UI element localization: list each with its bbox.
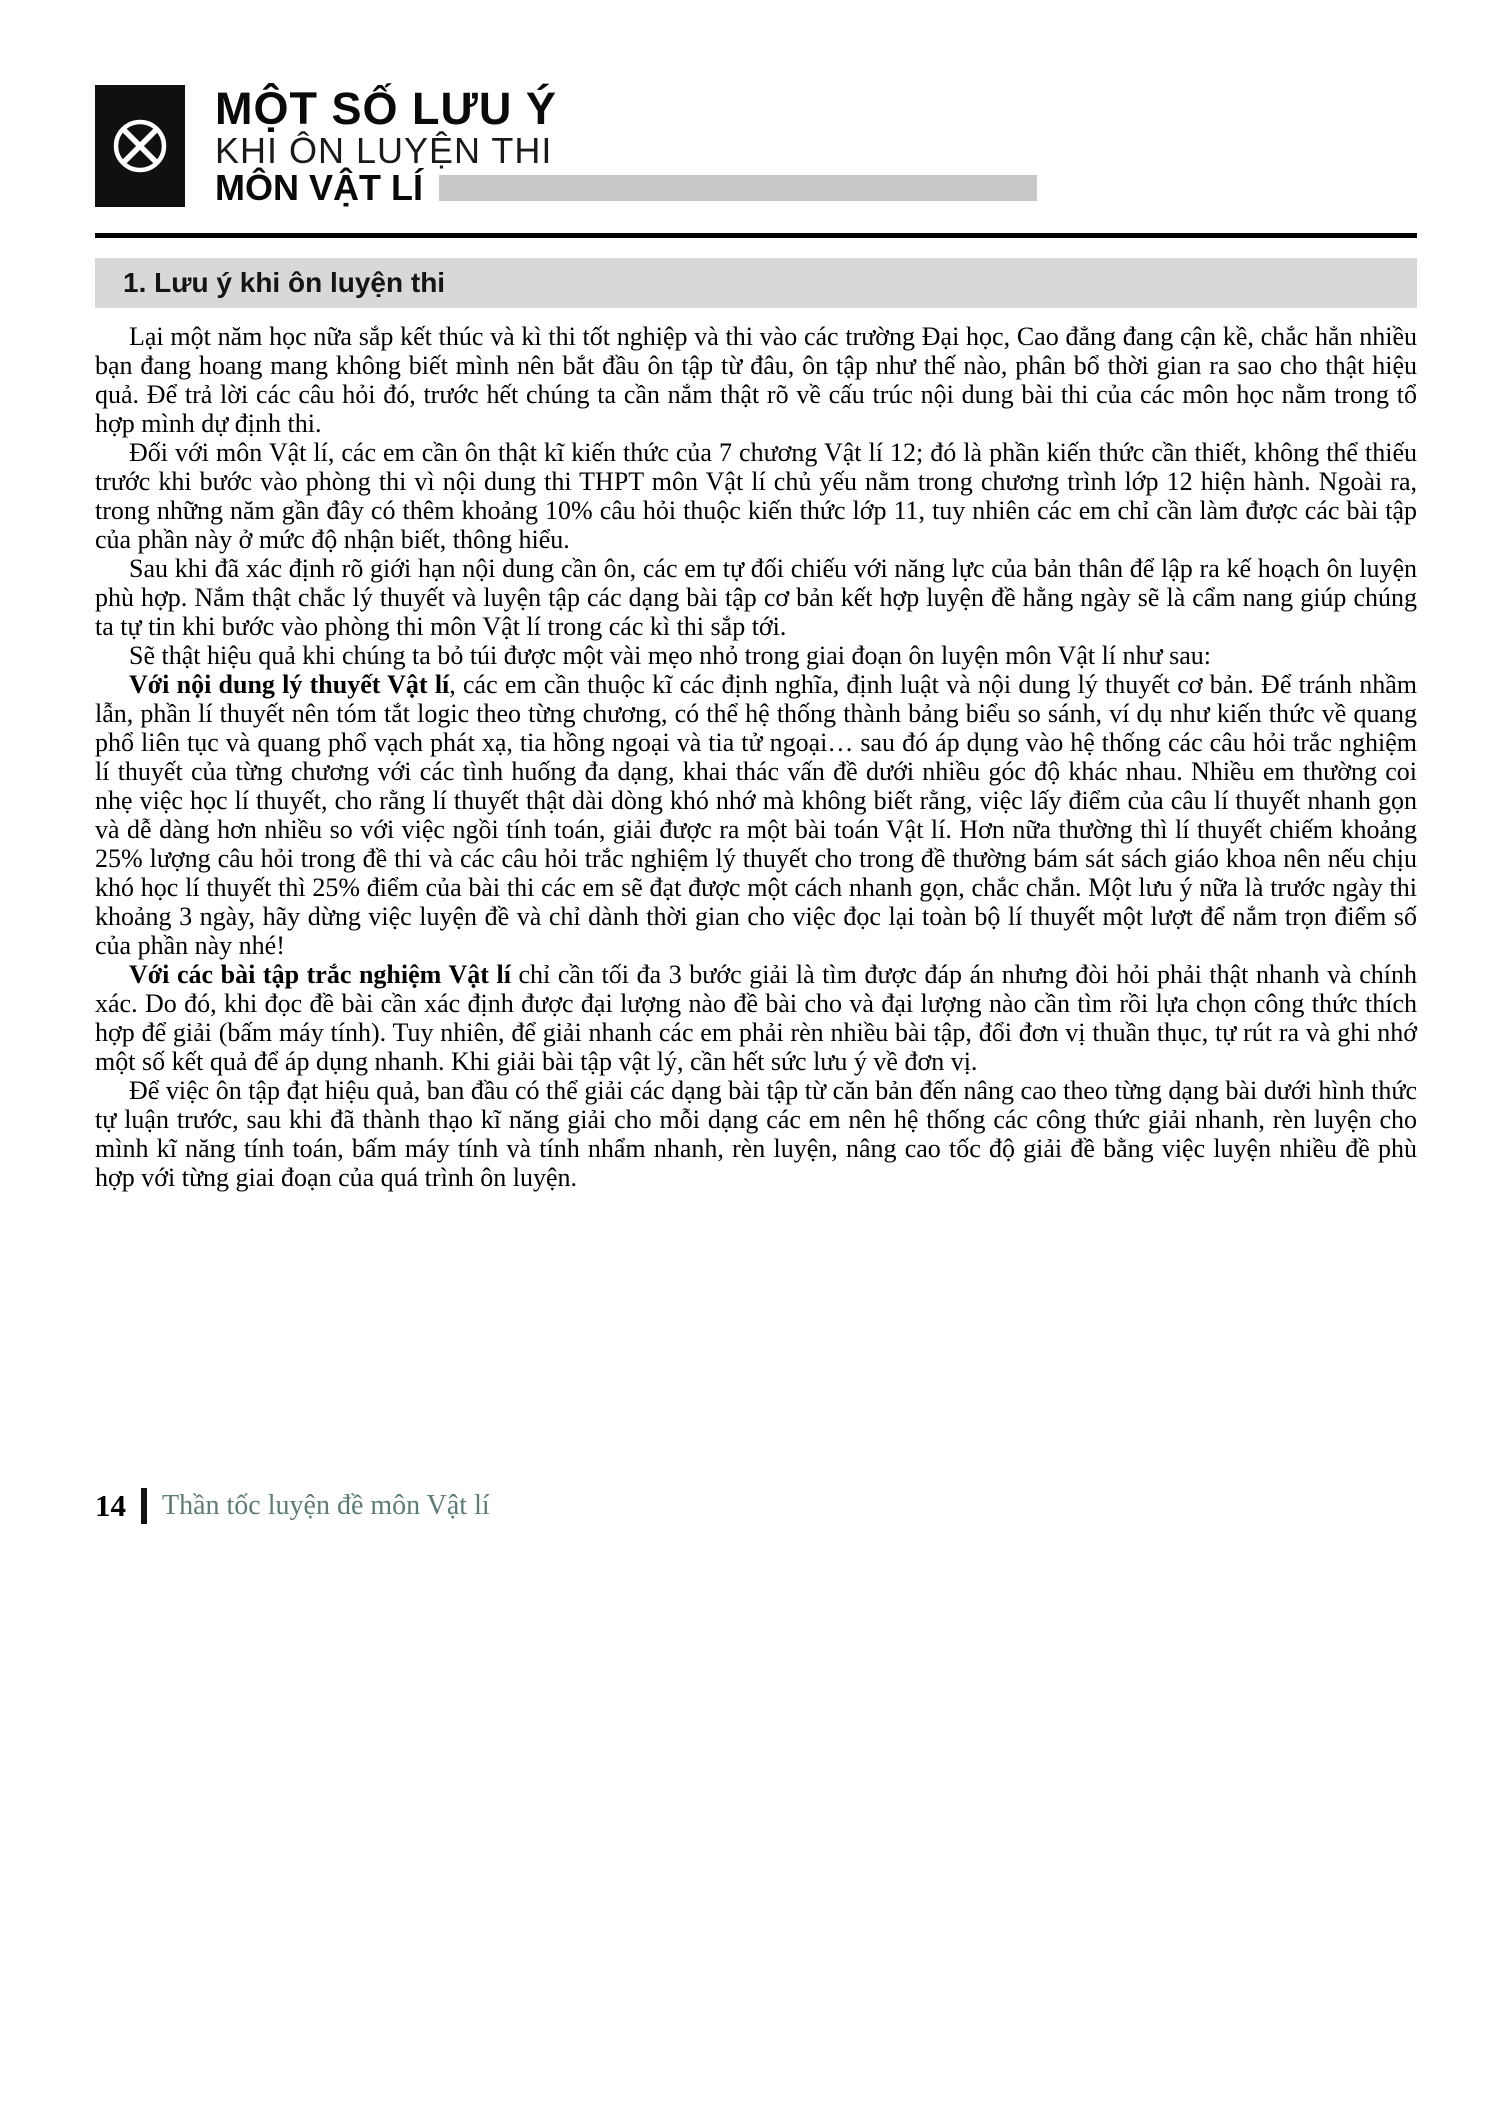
header-accent-bar xyxy=(439,175,1037,201)
paragraph-lead: Với các bài tập trắc nghiệm Vật lí xyxy=(129,960,511,989)
header-divider-rule xyxy=(95,233,1417,238)
footer-divider-bar xyxy=(141,1488,147,1524)
page-header xyxy=(0,0,1512,207)
paragraph: Sau khi đã xác định rõ giới hạn nội dung cần ôn, các em tự đối chiếu với năng lực của bản thân để lập ra kế hoạch ôn luyện phù hợp. Nắm thật chắc lý thuyết và luyện tập các dạng bài tập cơ bản kết hợp luyện đề hằng ngày sẽ là cẩm nang giúp chúng ta tự tin khi bước vào phòng thi môn Vật lí trong các kì thi sắp tới. xyxy=(95,554,1417,641)
header-subject-row xyxy=(215,167,1037,208)
header-subject: MÔN VẬT LÍ xyxy=(215,167,423,208)
header-title-main: MỘT SỐ LƯU Ý xyxy=(215,83,557,134)
paragraph: Đối với môn Vật lí, các em cần ôn thật kĩ kiến thức của 7 chương Vật lí 12; đó là phần kiến thức cần thiết, không thể thiếu trước khi bước vào phòng thi vì nội dung thi THPT môn Vật lí chủ yếu nằm trong chương trình lớp 12 hiện hành. Ngoài ra, trong những năm gần đây có thêm khoảng 10% câu hỏi thuộc kiến thức lớp 11, tuy nhiên các em chỉ cần làm được các bài tập của phần này ở mức độ nhận biết, thông hiểu. xyxy=(95,438,1417,554)
paragraph: Lại một năm học nữa sắp kết thúc và kì thi tốt nghiệp và thi vào các trường Đại học, Cao đẳng đang cận kề, chắc hẳn nhiều bạn đang hoang mang không biết mình nên bắt đầu ôn tập từ đâu, ôn tập như thế nào, phân bổ thời gian ra sao cho thật hiệu quả. Để trả lời các câu hỏi đó, trước hết chúng ta cần nắm thật rõ về cấu trúc nội dung bài thi của các môn học nằm trong tổ hợp mình dự định thi. xyxy=(95,322,1417,438)
page-number: 14 xyxy=(95,1488,126,1523)
paragraph: Với nội dung lý thuyết Vật lí, các em cần thuộc kĩ các định nghĩa, định luật và nội dung lý thuyết cơ bản. Để tránh nhầm lẫn, phần lí thuyết nên tóm tắt logic theo từng chương, có thể hệ thống thành bảng biểu so sánh, ví dụ như kiến thức về quang phổ liên tục và quang phổ vạch phát xạ, tia hồng ngoại và tia tử ngoại… sau đó áp dụng vào hệ thống các câu hỏi trắc nghiệm lí thuyết của từng chương với các tình huống đa dạng, khai thác vấn đề dưới nhiều góc độ khác nhau. Nhiều em thường coi nhẹ việc học lí thuyết, cho rằng lí thuyết thật dài dòng khó nhớ mà không biết rằng, việc lấy điểm của câu lí thuyết nhanh gọn và dễ dàng hơn nhiều so với việc ngồi tính toán, giải được ra một bài toán Vật lí. Hơn nữa thường thì lí thuyết chiếm khoảng 25% lượng câu hỏi trong đề thi và các câu hỏi trắc nghiệm lý thuyết cho trong đề thường bám sát sách giáo khoa nên nếu chịu khó học lí thuyết thì 25% điểm của bài thi các em sẽ đạt được một cách nhanh gọn, chắc chắn. Một lưu ý nữa là trước ngày thi khoảng 3 ngày, hãy dừng việc luyện đề và chỉ dành thời gian cho việc đọc lại toàn bộ lí thuyết một lượt để nắm trọn điểm số của phần này nhé! xyxy=(95,670,1418,960)
page-footer xyxy=(95,1488,490,1524)
paragraph: Sẽ thật hiệu quả khi chúng ta bỏ túi được một vài mẹo nhỏ trong giai đoạn ôn luyện môn Vật lí như sau: xyxy=(129,641,1212,670)
book-title: Thần tốc luyện đề môn Vật lí xyxy=(162,1490,490,1521)
circle-x-icon xyxy=(95,85,185,207)
section-heading xyxy=(95,258,1417,308)
section-heading-label: 1. Lưu ý khi ôn luyện thi xyxy=(123,267,446,298)
paragraph-lead: Với nội dung lý thuyết Vật lí xyxy=(129,670,450,699)
paragraph: Để việc ôn tập đạt hiệu quả, ban đầu có thể giải các dạng bài tập từ căn bản đến nâng cao theo từng dạng bài dưới hình thức tự luận trước, sau khi đã thành thạo kĩ năng giải cho mỗi dạng các em nên hệ thống các công thức giải nhanh, rèn luyện cho mình kĩ năng tính toán, bấm máy tính và tính nhẩm nhanh, rèn luyện, nâng cao tốc độ giải đề bằng việc luyện nhiều đề phù hợp với từng giai đoạn của quá trình ôn luyện. xyxy=(95,1076,1417,1192)
header-titles xyxy=(215,85,1037,207)
body-paragraphs xyxy=(0,308,1512,1192)
paragraph: Với các bài tập trắc nghiệm Vật lí chỉ cần tối đa 3 bước giải là tìm được đáp án nhưng đòi hỏi phải thật nhanh và chính xác. Do đó, khi đọc đề bài cần xác định được đại lượng nào đề bài cho và đại lượng nào cần tìm rồi lựa chọn công thức thích hợp để giải (bấm máy tính). Tuy nhiên, để giải nhanh các em phải rèn nhiều bài tập, đổi đơn vị thuần thục, tự rút ra và ghi nhớ một số kết quả để áp dụng nhanh. Khi giải bài tập vật lý, cần hết sức lưu ý về đơn vị. xyxy=(95,960,1417,1076)
header-title-sub: KHI ÔN LUYỆN THI xyxy=(215,129,553,171)
